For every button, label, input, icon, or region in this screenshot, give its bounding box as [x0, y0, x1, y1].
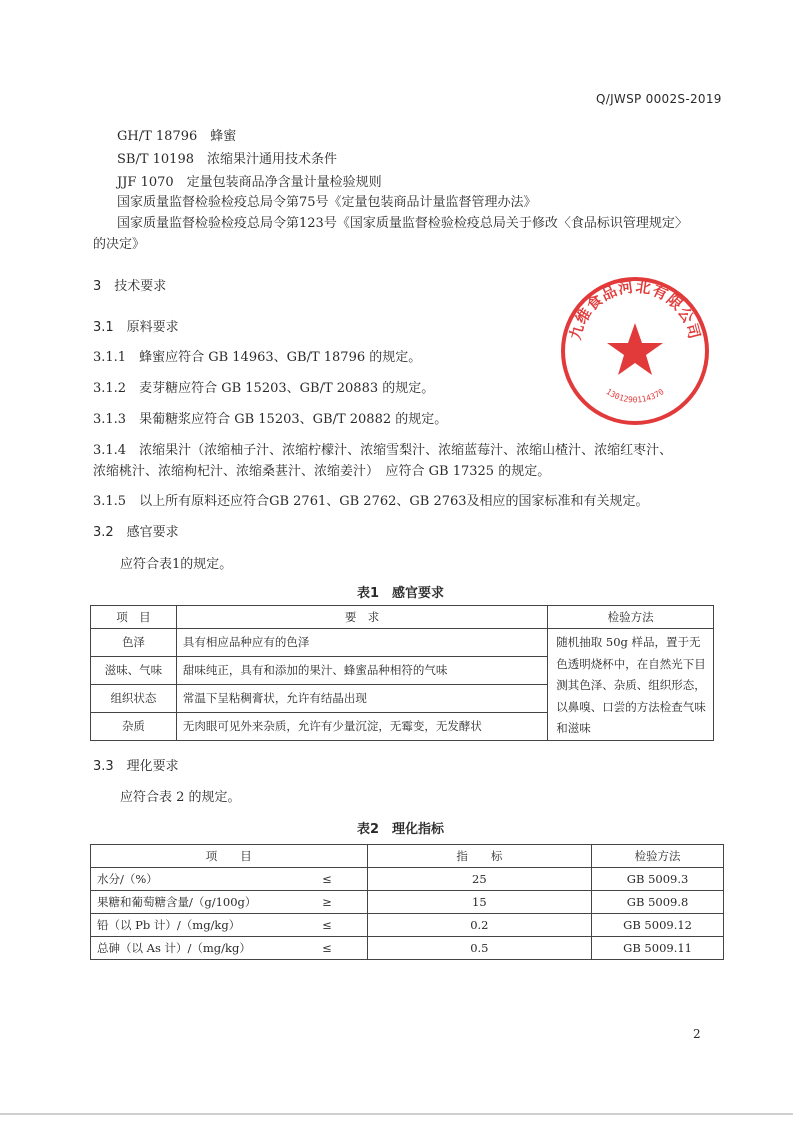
reference-line: JJF 1070 定量包装商品净含量计量检验规则 [117, 175, 382, 190]
item-cell: 总砷（以 As 计）/（mg/kg） [91, 937, 313, 960]
item-cell: 组织状态 [91, 684, 177, 712]
clause-text: 3.1.3 果葡糖浆应符合 GB 15203、GB/T 20882 的规定。 [93, 412, 448, 427]
table-caption: 表2 理化指标 [357, 822, 445, 837]
method-cell: 随机抽取 50g 样品，置于无色透明烧杯中，在自然光下目测其色泽、杂质、组织形态，以鼻嗅、口尝的方法检查气味和滋味 [548, 629, 714, 741]
comparison-cell: ≤ [312, 868, 367, 891]
subsection-heading: 3.1 原料要求 [93, 320, 179, 335]
clause-text: 浓缩桃汁、浓缩枸杞汁、浓缩桑葚汁、浓缩姜汁） 应符合 GB 17325 的规定。 [93, 464, 551, 479]
requirement-cell: 具有相应品种应有的色泽 [176, 629, 547, 657]
page-number: 2 [693, 1027, 701, 1041]
reference-line: 的决定》 [93, 237, 146, 252]
reference-line: SB/T 10198 浓缩果汁通用技术条件 [117, 152, 337, 167]
requirement-cell: 甜味纯正，具有和添加的果汁、蜂蜜品种相符的气味 [176, 656, 547, 684]
item-cell: 果糖和葡萄糖含量/（g/100g） [91, 891, 313, 914]
svg-text:1301290114370 [604, 387, 665, 405]
method-cell: GB 5009.12 [592, 914, 724, 937]
page-edge [0, 1113, 793, 1115]
document-code: Q/JWSP 0002S-2019 [596, 92, 722, 106]
method-cell: GB 5009.3 [592, 868, 724, 891]
seal-number: 1301290114370 [604, 387, 666, 405]
clause-text: 3.1.4 浓缩果汁（浓缩柚子汁、浓缩柠檬汁、浓缩雪梨汁、浓缩蓝莓汁、浓缩山楂汁、浓缩红枣汁、 [93, 443, 673, 458]
column-header: 项 目 [91, 845, 368, 868]
table-row [91, 629, 714, 657]
item-cell: 滋味、气味 [91, 656, 177, 684]
table-header-row [91, 845, 724, 868]
section-heading: 3 技术要求 [93, 279, 167, 294]
column-header: 项 目 [91, 606, 177, 629]
item-cell: 色泽 [91, 629, 177, 657]
requirement-cell: 无肉眼可见外来杂质，允许有少量沉淀，无霉变，无发酵状 [176, 712, 547, 740]
table-caption: 表1 感官要求 [357, 586, 445, 601]
body-text: 应符合表1的规定。 [120, 557, 233, 572]
clause-text: 3.1.5 以上所有原料还应符合GB 2761、GB 2762、GB 2763及相应的国家标准和有关规定。 [93, 494, 649, 509]
seal-company-name: 九维食品河北有限公司 [566, 277, 704, 342]
value-cell: 0.2 [367, 914, 592, 937]
table-row [91, 937, 724, 960]
subsection-heading: 3.2 感官要求 [93, 525, 179, 540]
body-text: 应符合表 2 的规定。 [120, 790, 241, 805]
item-cell: 水分/（%） [91, 868, 313, 891]
reference-line: GH/T 18796 蜂蜜 [117, 129, 237, 144]
value-cell: 15 [367, 891, 592, 914]
item-cell: 铅（以 Pb 计）/（mg/kg） [91, 914, 313, 937]
column-header: 要 求 [176, 606, 547, 629]
column-header: 检验方法 [548, 606, 714, 629]
reference-line: 国家质量监督检验检疫总局令第123号《国家质量监督检验检疫总局关于修改〈食品标识管理规定〉 [117, 216, 688, 231]
sensory-table [90, 605, 714, 741]
clause-text: 3.1.1 蜂蜜应符合 GB 14963、GB/T 18796 的规定。 [93, 350, 422, 365]
comparison-cell: ≤ [312, 914, 367, 937]
comparison-cell: ≤ [312, 937, 367, 960]
subsection-heading: 3.3 理化要求 [93, 759, 179, 774]
column-header: 指 标 [367, 845, 592, 868]
star-icon [607, 323, 663, 375]
company-seal [559, 275, 711, 427]
value-cell: 25 [367, 868, 592, 891]
comparison-cell: ≥ [312, 891, 367, 914]
physicochemical-table [90, 844, 724, 960]
column-header: 检验方法 [592, 845, 724, 868]
table-row [91, 914, 724, 937]
clause-text: 3.1.2 麦芽糖应符合 GB 15203、GB/T 20883 的规定。 [93, 381, 435, 396]
item-cell: 杂质 [91, 712, 177, 740]
table-row [91, 891, 724, 914]
table-header-row [91, 606, 714, 629]
reference-line: 国家质量监督检验检疫总局令第75号《定量包装商品计量监督管理办法》 [117, 195, 537, 210]
requirement-cell: 常温下呈粘稠膏状，允许有结晶出现 [176, 684, 547, 712]
table-row [91, 868, 724, 891]
value-cell: 0.5 [367, 937, 592, 960]
method-cell: GB 5009.11 [592, 937, 724, 960]
method-cell: GB 5009.8 [592, 891, 724, 914]
